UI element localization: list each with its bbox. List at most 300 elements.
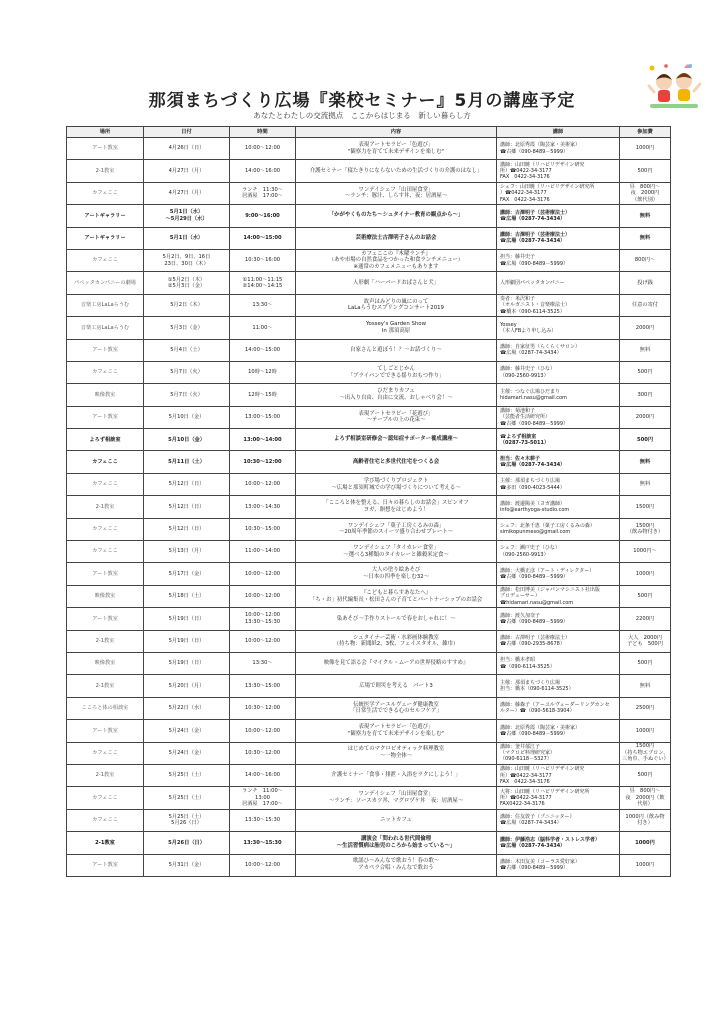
- date-cell: [144, 473, 230, 495]
- fee-line: 子ども 500円: [627, 641, 663, 648]
- content-line: 〜選べる3種類のタイカレーと雑穀米定食〜: [343, 551, 449, 558]
- time-cell: [230, 720, 296, 742]
- time-line: 13:30〜15:30: [243, 839, 282, 846]
- time-line: 13:30〜15:00: [244, 682, 281, 689]
- table-row: [67, 697, 671, 719]
- fee-cell: [620, 585, 671, 607]
- fee-line: 1000円: [635, 861, 655, 868]
- content-line: 介護セミナー「食事・排泄・入浴をラクにしよう！」: [331, 772, 461, 779]
- content-line: 「ち・お」初代編集長・松田さんの子育てとパートナーシップのお話会: [309, 596, 483, 603]
- lecturer-line: 講師：釜井郁江子: [500, 743, 541, 750]
- time-line: 10:30〜16:00: [244, 257, 281, 264]
- content-line: 介護セミナー「寝たきりにならないための生活づくりの介護のはなし」: [309, 167, 483, 174]
- fee-cell: [620, 764, 671, 786]
- lecturer-line: ☎広場（0287-74-3434）: [500, 238, 566, 245]
- content-line: 〜日本の四季を楽しむ32〜: [362, 574, 430, 581]
- lecturer-line: ☎広場（0287-74-3434）: [500, 842, 566, 849]
- date-line: 5月25日（土）: [168, 772, 205, 779]
- fee-line: 任意の寄付: [632, 302, 658, 309]
- content-cell: [296, 787, 497, 809]
- table-row: [67, 832, 671, 854]
- fee-cell: [620, 384, 671, 406]
- content-cell: [296, 227, 497, 249]
- time-cell: [230, 429, 296, 451]
- lecturer-line: 講師：山田暁（リハビリデザイン研究: [500, 766, 585, 773]
- time-line: 14:00〜16:00: [244, 167, 281, 174]
- place-cell: 2-1教室: [67, 764, 144, 786]
- content-line: 「かがやくものたち〜シュタイナー教育の観点から〜」: [328, 212, 464, 219]
- date-line: 5月24日（金）: [168, 727, 205, 734]
- time-cell: [230, 764, 296, 786]
- table-row: [67, 496, 671, 518]
- place-cell: 音楽工房LaLaらうむ: [67, 317, 144, 339]
- content-line: 故声はみどりの風にのって: [363, 298, 429, 305]
- time-line: 13:00: [255, 794, 270, 801]
- date-cell: [144, 138, 230, 160]
- lecturer-cell: [497, 585, 620, 607]
- fee-cell: [620, 473, 671, 495]
- time-line: 11:00〜14:00: [244, 548, 281, 555]
- column-header: 内容: [296, 127, 497, 138]
- time-cell: [230, 272, 296, 294]
- content-cell: [296, 182, 497, 204]
- lecturer-line: 主催：つなぐ広場ひだまり: [500, 388, 561, 395]
- lecturer-line: プロデューサー）: [500, 593, 540, 600]
- date-line: 5月18日（土）: [168, 593, 205, 600]
- lecturer-cell: [497, 294, 620, 316]
- content-line: ヨガ、瞑想をはじめよう！: [363, 506, 429, 513]
- content-line: 〜一物全体〜: [379, 753, 413, 760]
- place-cell: こころと体の相談室: [67, 697, 144, 719]
- lecturer-cell: [497, 518, 620, 540]
- content-cell: [296, 406, 497, 428]
- lecturer-cell: [497, 675, 620, 697]
- date-cell: [144, 541, 230, 563]
- content-line: 芸術療法士古澤明子さんのお話会: [355, 234, 437, 241]
- fee-line: 昼 800円〜: [629, 183, 661, 190]
- fee-line: 500円: [637, 772, 653, 779]
- time-line: 14:00〜15:00: [243, 235, 282, 241]
- lecturer-line: 所）☎0422-34-3177: [500, 772, 552, 779]
- fee-cell: [620, 182, 671, 204]
- lecturer-line: 担当：橋本孝昭: [500, 657, 536, 664]
- time-cell: [230, 697, 296, 719]
- content-cell: [296, 451, 497, 473]
- time-cell: [230, 608, 296, 630]
- content-line: "観察力を育てて未来デザインを楽しむ": [347, 148, 445, 155]
- lecturer-line: ☎古郷（090-8489－5999）: [500, 420, 569, 427]
- time-cell: [230, 205, 296, 227]
- content-line: 〜テーブルの上の花束〜: [366, 417, 426, 424]
- time-line: 9:00〜16:00: [245, 212, 280, 219]
- content-cell: [296, 160, 497, 182]
- table-row: [67, 787, 671, 809]
- fee-line: 無料: [639, 682, 651, 689]
- fee-line: 無料: [639, 481, 651, 488]
- lecturer-line: 担当：藤井史子: [500, 254, 536, 261]
- time-line: 13:00〜15:00: [244, 414, 281, 421]
- table-row: [67, 339, 671, 361]
- fee-cell: [620, 227, 671, 249]
- table-row: [67, 361, 671, 383]
- fee-cell: [620, 541, 671, 563]
- lecturer-cell: [497, 406, 620, 428]
- page-subtitle: あなたとわたしの交流拠点 ここからはじまる 新しい暮らし方: [253, 111, 471, 120]
- content-line: 〜広場と那須町城での学び場づくりについて考える〜: [331, 484, 461, 491]
- table-row: [67, 675, 671, 697]
- content-line: 講演会「問われる世代間倫理: [360, 836, 432, 843]
- content-line: 〜20周年季節のスイーツ盛り合わせプレート〜: [338, 529, 454, 536]
- fee-line: 1000円: [635, 145, 655, 152]
- time-line: ランチ 11:00〜: [242, 788, 283, 795]
- time-cell: [230, 809, 296, 831]
- content-line: （あや市場の自然食品をつかった和食ランチメニュー）: [328, 257, 464, 264]
- fee-cell: [620, 249, 671, 271]
- date-line: 5月1日（水）: [169, 209, 204, 216]
- content-line: ワンデイシェフ「タイカレー食堂」: [353, 544, 439, 551]
- content-cell: [296, 720, 497, 742]
- date-line: 5月26日（日）: [168, 839, 205, 846]
- table-row: [67, 809, 671, 831]
- lecturer-cell: [497, 205, 620, 227]
- date-line: 5月1日（水）: [169, 235, 204, 241]
- column-header: 時間: [230, 127, 296, 138]
- place-cell: パペッタカンパニーの劇場: [67, 272, 144, 294]
- time-line: 10:00〜12:00: [244, 727, 281, 734]
- content-line: LaLaらうむスプリングコンサート2019: [348, 305, 444, 312]
- place-cell: アート教室: [67, 608, 144, 630]
- content-line: 表現アートセラピー「色遊び」: [358, 141, 434, 148]
- date-line: 5月17日（金）: [168, 570, 205, 577]
- date-line: ②5月3日（金）: [167, 283, 206, 290]
- fee-cell: [620, 697, 671, 719]
- content-line: 表現アートセラピー「花遊び」: [358, 410, 434, 417]
- place-cell: アート教室: [67, 854, 144, 876]
- lecturer-line: FAX 0422-34-3176: [500, 174, 550, 181]
- content-line: Yossey's Garden Show: [365, 321, 427, 328]
- place-cell: アート教室: [67, 720, 144, 742]
- date-cell: [144, 585, 230, 607]
- fee-line: 無料: [639, 346, 651, 353]
- time-cell: [230, 742, 296, 764]
- content-line: 「こころと体を整える、日々の暮らしのお話会」スピンオフ: [323, 500, 469, 507]
- lecturer-line: 講師：北原秀霞（陶芸家・美術家）: [500, 142, 581, 149]
- time-line: 13:30〜: [252, 302, 273, 309]
- time-cell: [230, 832, 296, 854]
- content-line: ワンデイシェフ「菓子工房くるみの森」: [347, 522, 445, 529]
- column-header: 日付: [144, 127, 230, 138]
- date-line: 5月2日（木）: [170, 302, 203, 309]
- content-cell: [296, 339, 497, 361]
- lecturer-line: ☎古郷（090-8489－5999）: [500, 618, 569, 625]
- fee-line: （持ち物エプロン、: [622, 749, 669, 756]
- time-line: 10:30〜15:00: [244, 526, 281, 533]
- date-cell: [144, 742, 230, 764]
- table-row: [67, 429, 671, 451]
- date-cell: [144, 406, 230, 428]
- table-row: [67, 406, 671, 428]
- fee-line: （飲代別）: [632, 196, 658, 203]
- content-line: 歌謡ひ〜みんなで歌おう！春の歌〜: [352, 858, 440, 865]
- place-cell: アートギャラリー: [67, 227, 144, 249]
- lecturer-line: 講師：住友敦子（ブニニッター）: [500, 814, 575, 821]
- time-line: 10:30〜12:00: [244, 705, 281, 712]
- date-cell: [144, 496, 230, 518]
- lecturer-line: シェフ：瀬戸史子（ひな）: [500, 545, 560, 552]
- table-row: [67, 630, 671, 652]
- fee-cell: [620, 272, 671, 294]
- content-cell: [296, 563, 497, 585]
- lecturer-line: シェフ：北条千恵（菓子工房くるみの森）: [500, 523, 595, 530]
- lecturer-line: （オルガニスト・音楽療法士）: [500, 302, 571, 309]
- fee-line: 2000円: [635, 324, 655, 331]
- table-row: [67, 249, 671, 271]
- lecturer-line: ☎hidamari.nasu@gmail.com: [500, 599, 574, 606]
- column-header: 講師: [497, 127, 620, 138]
- date-cell: [144, 518, 230, 540]
- time-cell: [230, 473, 296, 495]
- time-cell: [230, 563, 296, 585]
- lecturer-cell: [497, 854, 620, 876]
- lecturer-line: 講師：古澤明子（芸術療法士）: [500, 209, 571, 216]
- date-line: 5月19日（日）: [168, 660, 205, 667]
- fee-cell: [620, 429, 671, 451]
- schedule-table: [66, 126, 671, 877]
- place-cell: カフェここ: [67, 451, 144, 473]
- lecturer-cell: [497, 317, 620, 339]
- lecturer-line: hidamari.nasu@gmail.com: [500, 394, 567, 401]
- time-line: 10:30〜12:00: [244, 749, 281, 756]
- content-line: ※通常のカフェメニューもあります: [353, 264, 439, 271]
- fee-line: 1500円: [635, 522, 655, 529]
- lecturer-line: ☎古郷（090-8489－5999）: [500, 730, 569, 737]
- content-line: 『こどもと暮らすあなたへ』: [360, 589, 432, 596]
- date-cell: [144, 272, 230, 294]
- date-line: 23日、30日（木）: [164, 260, 209, 267]
- content-cell: [296, 317, 497, 339]
- place-cell: カフェここ: [67, 249, 144, 271]
- date-cell: [144, 720, 230, 742]
- table-row: [67, 720, 671, 742]
- lecturer-line: ）☎0422-34-3177: [500, 190, 547, 197]
- content-line: 「ブライバンでできる揺りおもつ作り」: [347, 372, 445, 379]
- fee-line: 500円: [636, 436, 654, 443]
- date-line: ①5月2日（木）: [167, 276, 206, 283]
- content-line: "観察力を育てて未来デザインを楽しむ": [347, 730, 445, 737]
- time-line: ②14:00〜14:15: [242, 283, 283, 290]
- lecturer-line: 講師：伊藤浩志（脳科学者・ストレス学者）: [500, 836, 600, 843]
- fee-cell: [620, 138, 671, 160]
- lecturer-cell: [497, 563, 620, 585]
- fee-line: 付き）: [637, 820, 653, 827]
- table-header-row: [67, 127, 671, 138]
- time-cell: [230, 317, 296, 339]
- content-cell: [296, 138, 497, 160]
- content-cell: [296, 496, 497, 518]
- lecturer-line: ☎古郷（090-2935-8678）: [500, 641, 565, 648]
- content-cell: [296, 764, 497, 786]
- lecturer-line: ☎多田（090-4023-5444）: [500, 484, 565, 491]
- content-cell: [296, 294, 497, 316]
- lecturer-line: 担当：橋本（090-6114-3525）: [500, 686, 574, 693]
- lecturer-line: 講師：藤森子（アーユルヴェーダーリングカンセ: [500, 702, 610, 709]
- date-cell: [144, 854, 230, 876]
- fee-cell: [620, 294, 671, 316]
- date-line: 〜5月29日（水）: [165, 215, 208, 222]
- time-line: 13:00〜14:30: [244, 503, 281, 510]
- table-row: [67, 473, 671, 495]
- time-cell: [230, 406, 296, 428]
- place-cell: 2-1教室: [67, 496, 144, 518]
- content-line: カフェここの『木曜ランチ』: [361, 250, 431, 257]
- lecturer-line: 主催：那須まちづくり広場: [500, 679, 560, 686]
- date-line: 5月12日（日）: [168, 526, 205, 533]
- date-cell: [144, 205, 230, 227]
- time-line: 13:30〜: [252, 660, 273, 667]
- fee-line: 大人 2000円: [628, 634, 662, 641]
- place-cell: 映像教室: [67, 384, 144, 406]
- fee-cell: [620, 675, 671, 697]
- fee-line: 1000円: [635, 839, 655, 846]
- fee-cell: [620, 608, 671, 630]
- table-row: [67, 317, 671, 339]
- date-cell: [144, 384, 230, 406]
- fee-line: 500円: [637, 660, 653, 667]
- lecturer-cell: [497, 272, 620, 294]
- fee-line: 夜 2000円（飲: [625, 794, 665, 801]
- lecturer-line: （0287-73-5011）: [500, 439, 549, 446]
- time-line: 11:00〜: [252, 324, 273, 331]
- content-line: ニットカフェ: [380, 817, 412, 824]
- table-row: [67, 742, 671, 764]
- place-cell: アート教室: [67, 339, 144, 361]
- fee-cell: [620, 361, 671, 383]
- lecturer-line: 奏者：米沢和子: [500, 296, 536, 303]
- content-cell: [296, 630, 497, 652]
- lecturer-line: ☎広場（0287-74-3434）: [500, 820, 562, 827]
- lecturer-cell: [497, 182, 620, 204]
- lecturer-line: ☎古郷（090-8489－5999）: [500, 865, 569, 872]
- time-line: 居酒屋 17:00〜: [242, 801, 283, 808]
- lecturer-cell: [497, 473, 620, 495]
- fee-cell: [620, 451, 671, 473]
- fee-line: 無料: [639, 458, 651, 465]
- lecturer-line: （090-2560-9913）: [500, 551, 549, 558]
- table-row: [67, 272, 671, 294]
- lecturer-line: （マクロビ料理研究家）: [500, 750, 556, 757]
- fee-cell: [620, 787, 671, 809]
- lecturer-cell: [497, 541, 620, 563]
- lecturer-line: Yossey: [500, 321, 517, 328]
- time-line: 13:30〜15:30: [244, 618, 281, 625]
- content-line: 学び場づくりプロジェクト: [363, 477, 429, 484]
- table-row: [67, 608, 671, 630]
- fee-line: （飲み物付き）: [626, 529, 664, 536]
- date-cell: [144, 317, 230, 339]
- lecturer-line: ☎広場（0287-74-3434）: [500, 350, 562, 357]
- date-cell: [144, 182, 230, 204]
- lecturer-cell: [497, 764, 620, 786]
- lecturer-line: info@earthyoga-studio.com: [500, 506, 570, 513]
- lecturer-line: ☎よろず相談室: [500, 433, 537, 440]
- fee-line: 2000円: [635, 414, 655, 421]
- date-line: 5月10日（金）: [168, 436, 205, 443]
- date-line: 5月20日（月）: [168, 682, 205, 689]
- date-cell: [144, 764, 230, 786]
- date-cell: [144, 652, 230, 674]
- date-line: 5月26（日）: [171, 820, 202, 827]
- time-cell: [230, 339, 296, 361]
- fee-cell: [620, 160, 671, 182]
- time-line: 14:00〜16:00: [244, 772, 281, 779]
- lecturer-line: （芸能者生活研究所）: [500, 414, 551, 421]
- fee-cell: [620, 809, 671, 831]
- page-title: 那須まちづくり広場『楽校セミナー』5月の講座予定: [148, 91, 576, 111]
- fee-cell: [620, 720, 671, 742]
- time-cell: [230, 160, 296, 182]
- lecturer-line: ☎古郷（090-8489－5999）: [500, 148, 569, 155]
- time-cell: [230, 675, 296, 697]
- content-cell: [296, 361, 497, 383]
- content-line: 高齢者住宅と多世代住宅をつくる会: [352, 458, 440, 465]
- date-cell: [144, 429, 230, 451]
- time-cell: [230, 854, 296, 876]
- table-row: [67, 764, 671, 786]
- content-line: 染あそび〜手作りストールで春をおしゃれに！〜: [336, 615, 456, 622]
- fee-line: 1000円（飲み物: [625, 813, 665, 820]
- content-cell: [296, 429, 497, 451]
- time-line: 10時〜12時: [248, 369, 277, 376]
- lecturer-line: 講師：松田博美（ジャパンマシニスト社出版: [500, 587, 600, 594]
- content-line: 自家さんと遊ぼう！？〜お話づくり〜: [350, 346, 442, 353]
- column-header: 参加費: [620, 127, 671, 138]
- fee-line: 2200円: [635, 615, 655, 622]
- fee-line: 500円: [637, 167, 653, 174]
- time-cell: [230, 787, 296, 809]
- content-line: 伝統医学アーユルヴェーダ健康教室: [353, 701, 439, 708]
- fee-line: 2500円: [635, 705, 655, 712]
- date-cell: [144, 608, 230, 630]
- content-line: （持ち物：新聞紙2、3枚、フェイスタオル、雑巾）: [333, 641, 459, 648]
- content-line: 〜出入り自由、自由に交流、おしゃべり会！〜: [339, 394, 453, 401]
- date-line: 4月27日（月）: [168, 190, 205, 197]
- date-line: 5月7日（火）: [170, 369, 203, 376]
- content-cell: [296, 832, 497, 854]
- fee-line: 300円: [637, 391, 653, 398]
- table-row: [67, 160, 671, 182]
- fee-line: 1500円: [635, 743, 655, 750]
- place-cell: 2-1教室: [67, 675, 144, 697]
- table-row: [67, 585, 671, 607]
- table-row: [67, 227, 671, 249]
- time-cell: [230, 541, 296, 563]
- fee-cell: [620, 652, 671, 674]
- content-cell: [296, 272, 497, 294]
- lecturer-line: 講師：木田友美（コーラス愛好家）: [500, 858, 580, 865]
- date-line: 5月24日（金）: [168, 749, 205, 756]
- content-line: てしごとじかん: [377, 365, 415, 372]
- time-cell: [230, 451, 296, 473]
- time-line: 12時〜15時: [248, 391, 277, 398]
- lecturer-cell: [497, 361, 620, 383]
- date-line: 5月22日（水）: [168, 705, 205, 712]
- fee-line: 無料: [639, 235, 651, 241]
- date-line: 5月12日（日）: [168, 481, 205, 488]
- lecturer-line: （090-6118－5327）: [500, 756, 552, 763]
- fee-cell: [620, 563, 671, 585]
- time-line: 10:00〜12:00: [244, 570, 281, 577]
- lecturer-line: 講師：古澤明子（芸術療法士）: [500, 635, 571, 642]
